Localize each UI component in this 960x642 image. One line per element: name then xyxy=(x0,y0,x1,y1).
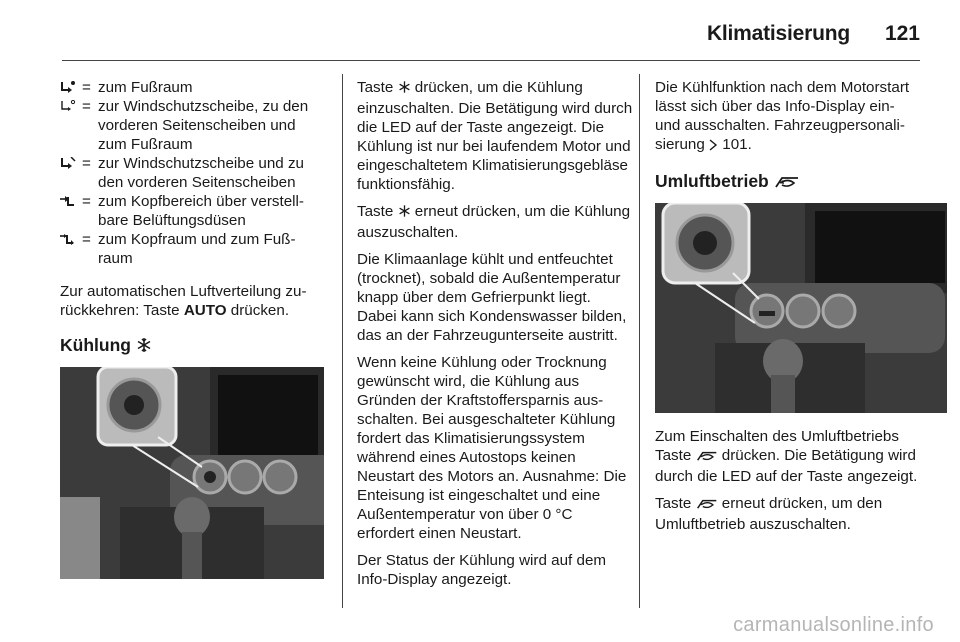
airflow-head-icon xyxy=(60,195,82,207)
airflow-head-foot-icon xyxy=(60,233,82,245)
definition-text: zur Windschutzscheibe, zu den vorderen Seitenscheiben und zum Fußraum xyxy=(98,98,309,153)
column-divider-left xyxy=(342,74,343,608)
recirculation-button-photo xyxy=(655,203,947,413)
definition-text: zur Windschutzscheibe und zu den vorderen Seitenscheiben xyxy=(98,155,304,191)
recirculation-icon xyxy=(696,496,718,515)
snowflake-icon xyxy=(398,80,411,99)
definition-row: = zum Kopfraum und zum Fußraum xyxy=(60,230,325,268)
snowflake-icon xyxy=(136,337,152,357)
recirculation-icon xyxy=(696,448,718,467)
snowflake-icon xyxy=(398,204,411,223)
recirculation-heading: Umluftbetrieb xyxy=(655,172,923,193)
column-divider-right xyxy=(639,74,640,608)
airflow-foot-icon xyxy=(60,81,82,93)
header-rule xyxy=(62,60,920,61)
paragraph: Die Klimaanlage kühlt und entfeuchtet (trocknet), sobald die Außentemperatur knapp über dem Gefrierpunkt liegt. Dabei kann sich Kondenswasser bilden, das an der Fahrzeugunterseite austritt. xyxy=(357,251,627,344)
cooling-button-photo xyxy=(60,367,324,579)
definition-text: zum Kopfbereich über verstellbare Belüftungsdüsen xyxy=(98,193,304,229)
paragraph: Taste drücken, um die Kühlung einzuschalten. Die Betätigung wird durch die LED auf der Taste angezeigt. Die Kühlung ist nur bei laufendem Motor und eingeschaltetem Klimatisierungsgebläse funktionsfähig. xyxy=(357,79,633,193)
definition-row: = zur Windschutzscheibe, zu den vorderen Seitenscheiben und zum Fußraum xyxy=(60,97,325,154)
recirculation-icon xyxy=(774,174,800,193)
definition-text: zum Kopfraum und zum Fußraum xyxy=(98,231,296,267)
watermark: carmanualsonline.info xyxy=(733,614,934,636)
paragraph: Taste erneut drücken, um die Kühlung auszuschalten. xyxy=(357,203,631,241)
paragraph: Die Kühlfunktion nach dem Motorstart lässt sich über das Info-Display ein- und ausschalten. Fahrzeugpersonalisierung 101. xyxy=(655,78,923,156)
paragraph: Wenn keine Kühlung oder Trocknung gewünscht wird, die Kühlung aus Gründen der Kraftstoffersparnis ausschalten. Bei ausgeschalteter Kühlung fordert das Klimatisierungssystem während eines Autostops keinen Neustart des Motors an. Ausnahme: Die Enteisung ist eingeschaltet und eine Außentemperatur von über 0 °C erfordert einen Neustart. xyxy=(357,354,627,542)
auto-key: AUTO xyxy=(183,302,227,319)
page-number: 121 xyxy=(884,22,920,45)
airflow-windshield-foot-icon xyxy=(60,100,82,112)
definition-text: zum Fußraum xyxy=(98,79,193,96)
definition-row: = zur Windschutzscheibe und zu den vorderen Seitenscheiben xyxy=(60,154,325,192)
definition-row: = zum Fußraum xyxy=(60,78,325,97)
definition-row: = zum Kopfbereich über verstellbare Belüftungsdüsen xyxy=(60,192,325,230)
left-column xyxy=(60,78,328,579)
auto-instruction: Zur automatischen Luftverteilung zurückkehren: Taste AUTO drücken. xyxy=(60,283,307,319)
right-column xyxy=(655,78,923,542)
airflow-definition-list xyxy=(60,78,325,268)
page-reference: 101. xyxy=(722,136,752,153)
airflow-windshield-foot-alt-icon xyxy=(60,157,82,169)
paragraph: Zum Einschalten des Umluftbetriebs Taste drücken. Die Betätigung wird durch die LED auf der Taste angezeigt. xyxy=(655,428,918,485)
page-reference-arrow-icon xyxy=(709,137,718,156)
paragraph: Der Status der Kühlung wird auf dem Info-Display angezeigt. xyxy=(357,552,607,588)
chapter-title: Klimatisierung xyxy=(706,22,850,45)
middle-column xyxy=(357,78,633,597)
paragraph: Taste erneut drücken, um den Umluftbetrieb auszuschalten. xyxy=(655,495,883,533)
cooling-heading: Kühlung xyxy=(60,336,328,357)
